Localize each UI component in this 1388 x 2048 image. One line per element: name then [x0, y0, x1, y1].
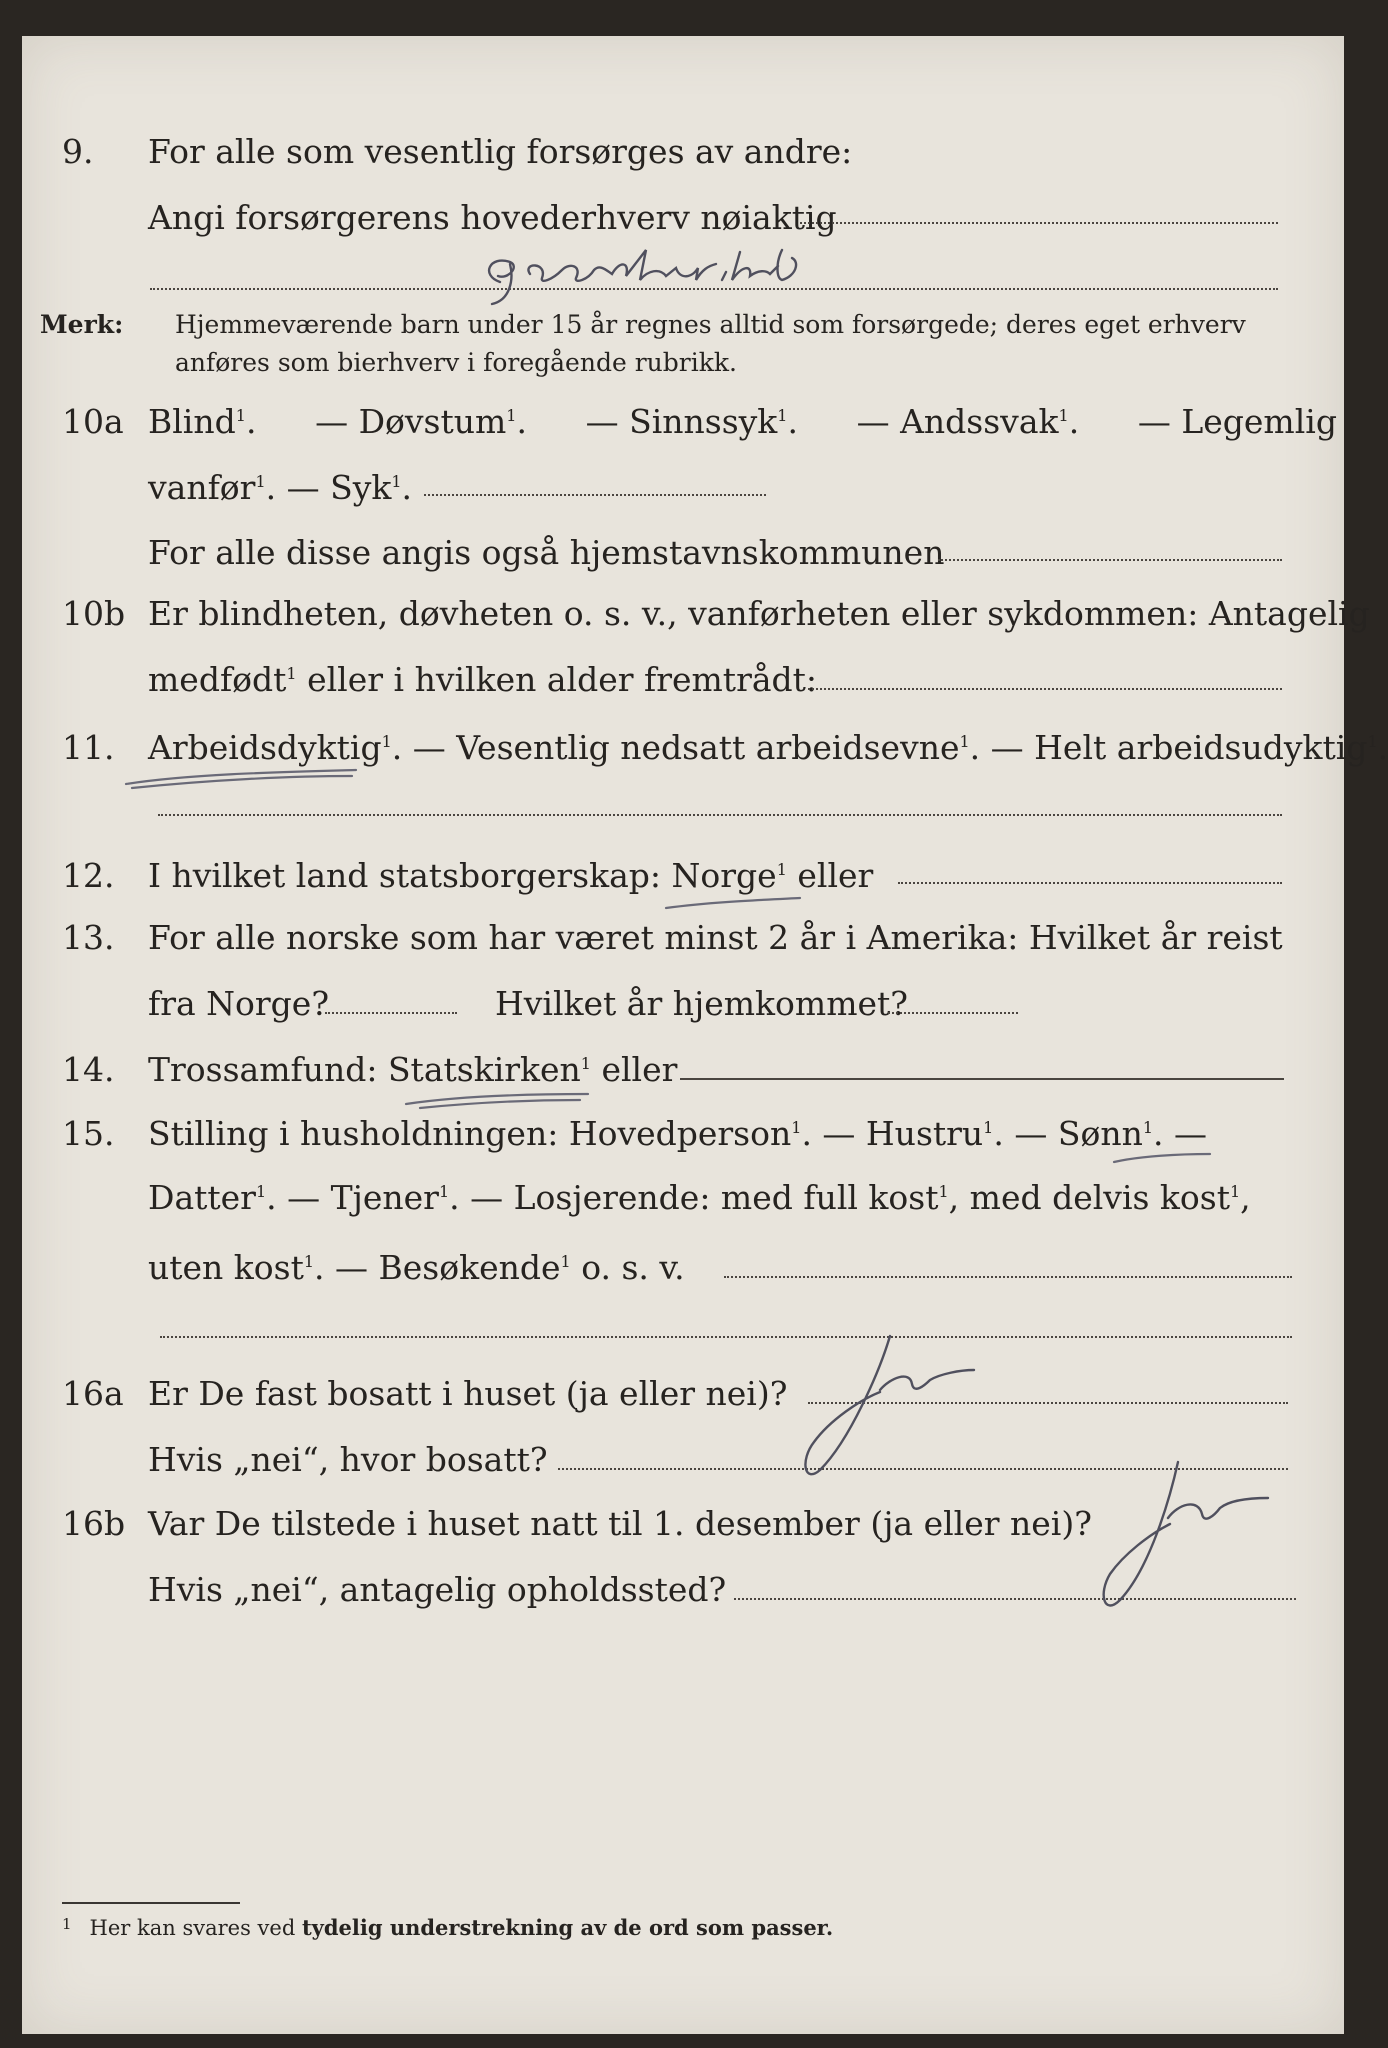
- q16a-answer-line-2: [558, 1468, 1288, 1470]
- q10b-answer-line: [808, 688, 1282, 690]
- q13-number: 13.: [62, 918, 115, 957]
- q9-question: For alle som vesentlig forsørges av andre:: [148, 132, 853, 171]
- q16b-answer-line: [734, 1598, 1296, 1600]
- q16a-number: 16a: [62, 1374, 124, 1413]
- q15-row: [0, 1114, 1375, 1166]
- q9-row-2: [0, 198, 1375, 250]
- q10a-number: 10a: [62, 402, 124, 441]
- q10b-row-2: [0, 660, 1375, 712]
- footnote: [62, 1915, 833, 1940]
- q12-number: 12.: [62, 856, 115, 895]
- q15-answer-line-1: [724, 1276, 1292, 1278]
- q9-answer-line-2: [150, 288, 1278, 290]
- merk-row-2: [0, 348, 1375, 400]
- q14-question: Trossamfund: Statskirken$^1$ eller: [148, 1050, 678, 1089]
- q10b-question-2: medfødt$^1$ eller i hvilken alder fremtrådt:: [148, 660, 818, 699]
- q10a-options: [148, 402, 1337, 441]
- q16b-number: 16b: [62, 1504, 126, 1543]
- q15-line-1: Stilling i husholdningen: Hovedperson$^1$. — Hustru$^1$. — Sønn$^1$. —: [148, 1114, 1207, 1153]
- q14-number: 14.: [62, 1050, 115, 1089]
- merk-label: Merk:: [40, 310, 124, 339]
- q13-row-2: [0, 984, 1375, 1036]
- q16a-row-2: [0, 1440, 1375, 1492]
- q16a-question: Er De fast bosatt i huset (ja eller nei)?: [148, 1374, 788, 1413]
- q15-row-3: [0, 1248, 1375, 1300]
- q13-row: [0, 918, 1375, 970]
- q16a-answer-line-1: [808, 1402, 1288, 1404]
- q12-answer-line: [898, 882, 1282, 884]
- q16b-question: Var De tilstede i huset natt til 1. desember (ja eller nei)?: [148, 1504, 1092, 1543]
- q15-line-2: Datter$^1$. — Tjener$^1$. — Losjerende: med full kost$^1$, med delvis kost$^1$,: [148, 1178, 1251, 1217]
- q10a-answer-line-2: [938, 559, 1282, 561]
- merk-text-1: Hjemmeværende barn under 15 år regnes alltid som forsørgede; deres eget erhverv: [175, 310, 1246, 339]
- q12-option-norge: Norge: [671, 856, 777, 895]
- q15-line-3: uten kost$^1$. — Besøkende$^1$ o. s. v.: [148, 1248, 685, 1287]
- q14-row: [0, 1050, 1375, 1102]
- q9-row: [0, 132, 1375, 184]
- footnote-rule: [62, 1902, 240, 1904]
- q15-option-sonn: Sønn: [1057, 1114, 1143, 1153]
- q10b-number: 10b: [62, 594, 126, 633]
- q16b-row-2: [0, 1570, 1375, 1622]
- q9-answer-line-1: [800, 222, 1278, 224]
- q14-option-statskirken: Statskirken: [387, 1050, 581, 1089]
- q11-option-arbeidsdyktig: Arbeidsdyktig: [148, 728, 382, 767]
- q10a-hjemstavn-question: For alle disse angis også hjemstavnskommunen: [148, 533, 945, 572]
- q16a-row: [0, 1374, 1375, 1426]
- q10b-row: [0, 594, 1375, 646]
- q15-answer-line-2: [160, 1336, 1292, 1338]
- q10b-question: Er blindheten, døvheten o. s. v., vanførheten eller sykdommen: Antagelig: [148, 594, 1370, 633]
- q13-question: For alle norske som har været minst 2 år i Amerika: Hvilket år reist: [148, 918, 1283, 957]
- q15-number: 15.: [62, 1114, 115, 1153]
- q13-reist: fra Norge?: [148, 984, 330, 1023]
- q10a-answer-line-1: [424, 494, 766, 496]
- q12-question: I hvilket land statsborgerskap: Norge$^1$ eller: [148, 856, 874, 895]
- q10a-option-legemlig: — Legemlig: [1137, 402, 1337, 441]
- footnote-bold-text: tydelig understrekning av de ord som passer.: [301, 1915, 834, 1940]
- footnote-text: Her kan svares ved: [89, 1916, 302, 1940]
- q16b-row: [0, 1504, 1375, 1556]
- q10a-option-dovstum: — Døvstum$^1$.: [315, 402, 527, 441]
- q14-answer-line: [680, 1078, 1284, 1080]
- q10a-option-sinnssyk: — Sinnssyk$^1$.: [585, 402, 798, 441]
- q13-answer-line-1: [325, 1012, 457, 1014]
- q10a-row: [0, 402, 1375, 454]
- q9-instruction: Angi forsørgerens hovederhverv nøiaktig: [148, 198, 837, 237]
- q10a-option-vanfor-syk: vanfør$^1$. — Syk$^1$.: [148, 468, 413, 507]
- q16b-followup: Hvis „nei“, antagelig opholdssted?: [148, 1570, 727, 1609]
- q13-hjemkommet: Hvilket år hjemkommet?: [495, 984, 908, 1023]
- q13-answer-line-2: [888, 1012, 1018, 1014]
- q10a-option-andssvak: — Andssvak$^1$.: [856, 402, 1080, 441]
- q11-row: [0, 728, 1388, 780]
- q15-row-2: [0, 1178, 1375, 1230]
- q11-options: Arbeidsdyktig$^1$. — Vesentlig nedsatt arbeidsevne$^1$. — Helt arbeidsudyktig$^1$.: [148, 728, 1388, 767]
- q10a-option-blind: Blind$^1$.: [148, 402, 257, 441]
- merk-text-2: anføres som bierhverv i foregående rubrikk.: [175, 348, 737, 377]
- footnote-mark: 1: [62, 1915, 72, 1933]
- q11-answer-line: [158, 814, 1282, 816]
- q16a-followup: Hvis „nei“, hvor bosatt?: [148, 1440, 548, 1479]
- q11-number: 11.: [62, 728, 115, 767]
- q9-number: 9.: [62, 132, 94, 171]
